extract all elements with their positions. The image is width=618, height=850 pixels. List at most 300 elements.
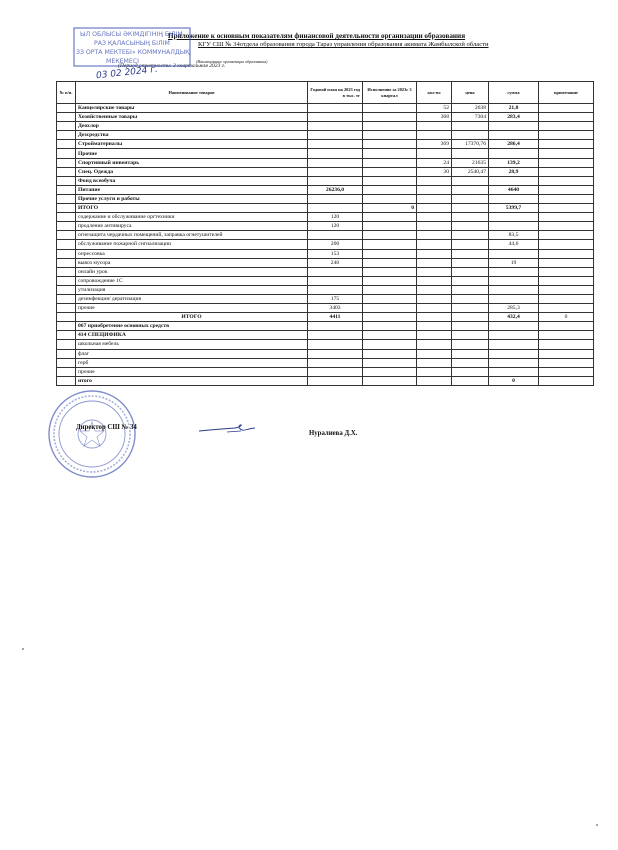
cell-number [57, 158, 76, 167]
cell-number [57, 131, 76, 140]
table-row [57, 104, 594, 113]
cell-note [539, 149, 594, 158]
table-row [57, 285, 594, 294]
cell-sum: 83,5 [489, 231, 539, 240]
cell-qty [417, 358, 452, 367]
cell-plan [308, 104, 363, 113]
cell-exec [363, 313, 417, 322]
cell-qty [417, 276, 452, 285]
cell-exec [363, 167, 417, 176]
cell-exec [363, 113, 417, 122]
cell-note [539, 231, 594, 240]
cell-number [57, 258, 76, 267]
cell-number [57, 176, 76, 185]
goods-table [56, 81, 594, 386]
cell-plan [308, 167, 363, 176]
cell-plan [308, 194, 363, 203]
cell-sum: 286,4 [489, 140, 539, 149]
cell-sum [489, 131, 539, 140]
cell-price: 17370,76 [452, 140, 489, 149]
table-row [57, 358, 594, 367]
table-row [57, 276, 594, 285]
cell-sum: 0 [489, 376, 539, 385]
cell-qty [417, 185, 452, 194]
table-row [57, 304, 594, 313]
cell-name: Дезсредства [76, 131, 308, 140]
cell-exec [363, 176, 417, 185]
cell-note [539, 294, 594, 303]
cell-number [57, 167, 76, 176]
cell-sum: 5399,7 [489, 204, 539, 213]
cell-exec [363, 258, 417, 267]
col-price: цена [452, 82, 489, 104]
cell-sum [489, 276, 539, 285]
cell-name: Канцелярские товары [76, 104, 308, 113]
cell-plan: 3403 [308, 304, 363, 313]
cell-number [57, 267, 76, 276]
cell-plan: 26236,0 [308, 185, 363, 194]
cell-exec [363, 304, 417, 313]
cell-name: огнезащита чердачных помещений, заправка огнетушителей [76, 231, 308, 240]
col-sum: сумма [489, 82, 539, 104]
cell-price: 21635 [452, 158, 489, 167]
cell-name: ИТОГО [76, 204, 308, 213]
table-row [57, 294, 594, 303]
cell-name: Спортивный инвентарь [76, 158, 308, 167]
cell-number [57, 313, 76, 322]
round-seal [46, 388, 138, 480]
cell-exec [363, 376, 417, 385]
cell-plan [308, 149, 363, 158]
col-plan: Годовой план на 2023 год в тыс. тг [308, 82, 363, 104]
cell-plan: 153 [308, 249, 363, 258]
cell-exec [363, 213, 417, 222]
cell-number [57, 113, 76, 122]
cell-number [57, 249, 76, 258]
cell-note [539, 140, 594, 149]
cell-qty [417, 213, 452, 222]
cell-price [452, 267, 489, 276]
director-name: Нуралиева Д.Х. [309, 430, 358, 437]
cell-name: Прочие услуги и работы [76, 194, 308, 203]
cell-price [452, 294, 489, 303]
cell-price [452, 276, 489, 285]
cell-sum [489, 122, 539, 131]
cell-name: Прочие [76, 149, 308, 158]
table-row [57, 204, 594, 213]
cell-plan [308, 122, 363, 131]
cell-qty [417, 176, 452, 185]
table-header-row [57, 82, 594, 104]
cell-number [57, 231, 76, 240]
cell-note [539, 349, 594, 358]
cell-name: Спец. Одежда [76, 167, 308, 176]
cell-exec [363, 194, 417, 203]
cell-exec [363, 131, 417, 140]
cell-exec [363, 249, 417, 258]
cell-sum: 19 [489, 258, 539, 267]
cell-exec [363, 122, 417, 131]
table-row [57, 249, 594, 258]
cell-sum: 4640 [489, 185, 539, 194]
cell-name: обслуживание пожарной сигнализации [76, 240, 308, 249]
cell-price [452, 249, 489, 258]
cell-sum [489, 349, 539, 358]
cell-number [57, 349, 76, 358]
cell-sum [489, 213, 539, 222]
cell-exec [363, 340, 417, 349]
cell-name: флаг [76, 349, 308, 358]
cell-exec [363, 367, 417, 376]
cell-sum: 28,9 [489, 167, 539, 176]
cell-plan [308, 204, 363, 213]
cell-plan [308, 131, 363, 140]
cell-exec [363, 104, 417, 113]
cell-note [539, 285, 594, 294]
cell-note [539, 113, 594, 122]
cell-qty [417, 267, 452, 276]
cell-price [452, 213, 489, 222]
cell-qty [417, 122, 452, 131]
cell-plan: 4411 [308, 313, 363, 322]
cell-plan [308, 285, 363, 294]
cell-name: Хозяйственные товары [76, 113, 308, 122]
cell-name: Стройматериалы [76, 140, 308, 149]
cell-number [57, 222, 76, 231]
cell-name: вывоз мусора [76, 258, 308, 267]
col-number: № п/п. [57, 82, 76, 104]
cell-note [539, 267, 594, 276]
cell-qty [417, 322, 452, 331]
cell-qty [417, 231, 452, 240]
reporting-period: (Период отчетности: 3 квартальная 2023 г. [118, 63, 226, 69]
cell-qty [417, 304, 452, 313]
table-row [57, 213, 594, 222]
cell-number [57, 276, 76, 285]
cell-plan [308, 140, 363, 149]
cell-price [452, 131, 489, 140]
table-row [57, 149, 594, 158]
cell-qty [417, 149, 452, 158]
table-row [57, 222, 594, 231]
col-qty: кол-во [417, 82, 452, 104]
cell-name: прочие [76, 367, 308, 376]
table-row [57, 140, 594, 149]
cell-exec [363, 185, 417, 194]
cell-name: Питание [76, 185, 308, 194]
cell-plan [308, 349, 363, 358]
cell-note [539, 176, 594, 185]
cell-sum: 432,4 [489, 313, 539, 322]
cell-qty [417, 194, 452, 203]
table-row [57, 258, 594, 267]
cell-note [539, 276, 594, 285]
cell-price [452, 122, 489, 131]
cell-sum [489, 149, 539, 158]
cell-name: прочие [76, 304, 308, 313]
cell-qty [417, 376, 452, 385]
cell-exec [363, 158, 417, 167]
table-row [57, 167, 594, 176]
table-row [57, 122, 594, 131]
cell-name: 414 СПЕЦИФИКА [76, 331, 308, 340]
cell-sum [489, 331, 539, 340]
cell-price [452, 222, 489, 231]
cell-number [57, 194, 76, 203]
cell-number [57, 304, 76, 313]
cell-exec [363, 349, 417, 358]
cell-qty [417, 313, 452, 322]
cell-number [57, 376, 76, 385]
cell-price [452, 258, 489, 267]
organization-line: КГУ СШ № 34отдела образования города Тараз управления образования акимата Жамбылской области [198, 41, 489, 48]
cell-name: продление антивируса [76, 222, 308, 231]
cell-name: Деохлор [76, 122, 308, 131]
cell-price [452, 376, 489, 385]
cell-qty: 30 [417, 167, 452, 176]
cell-plan: 175 [308, 294, 363, 303]
cell-plan [308, 176, 363, 185]
cell-note [539, 340, 594, 349]
document-title: Приложение к основным показателям финансовой деятельности организации образования [168, 32, 466, 40]
cell-qty [417, 349, 452, 358]
cell-name: ИТОГО [76, 313, 308, 322]
cell-qty: 368 [417, 113, 452, 122]
cell-sum [489, 194, 539, 203]
cell-qty: 24 [417, 158, 452, 167]
cell-price [452, 194, 489, 203]
cell-number [57, 149, 76, 158]
table-row [57, 376, 594, 385]
cell-price [452, 358, 489, 367]
cell-price [452, 340, 489, 349]
cell-note [539, 367, 594, 376]
cell-name: содержание и обслуживание оргтехники [76, 213, 308, 222]
cell-sum [489, 367, 539, 376]
cell-exec [363, 294, 417, 303]
cell-note [539, 322, 594, 331]
table-row [57, 113, 594, 122]
cell-qty: 52 [417, 104, 452, 113]
cell-name: дезинфекция/ дератизация [76, 294, 308, 303]
cell-note [539, 358, 594, 367]
cell-name: опрессовка [76, 249, 308, 258]
cell-plan [308, 276, 363, 285]
cell-note [539, 131, 594, 140]
cell-plan [308, 322, 363, 331]
cell-plan: 120 [308, 213, 363, 222]
cell-name: онлайн урок [76, 267, 308, 276]
cell-plan [308, 158, 363, 167]
cell-qty [417, 131, 452, 140]
stamp-line: МЕКЕМЕСІ [106, 58, 139, 65]
cell-plan [308, 358, 363, 367]
cell-note [539, 249, 594, 258]
cell-sum [489, 358, 539, 367]
cell-sum [489, 294, 539, 303]
cell-exec [363, 149, 417, 158]
cell-plan: 240 [308, 258, 363, 267]
cell-number [57, 140, 76, 149]
col-name: Наименование товаров [76, 82, 308, 104]
cell-number [57, 240, 76, 249]
cell-plan [308, 376, 363, 385]
table-row [57, 131, 594, 140]
cell-qty [417, 258, 452, 267]
cell-name: герб [76, 358, 308, 367]
cell-qty [417, 249, 452, 258]
cell-note [539, 331, 594, 340]
cell-qty [417, 331, 452, 340]
cell-sum [489, 267, 539, 276]
cell-exec [363, 285, 417, 294]
cell-plan [308, 113, 363, 122]
cell-price [452, 349, 489, 358]
cell-number [57, 367, 76, 376]
cell-plan [308, 267, 363, 276]
cell-note [539, 185, 594, 194]
scan-speck [22, 648, 24, 650]
cell-qty [417, 367, 452, 376]
cell-exec [363, 222, 417, 231]
cell-sum [489, 285, 539, 294]
cell-sum [489, 322, 539, 331]
cell-sum: 283,4 [489, 113, 539, 122]
cell-price [452, 367, 489, 376]
cell-number [57, 213, 76, 222]
cell-exec: 0 [363, 204, 417, 213]
table-row [57, 267, 594, 276]
cell-sum: 285,3 [489, 304, 539, 313]
cell-exec [363, 276, 417, 285]
cell-plan [308, 331, 363, 340]
cell-note [539, 376, 594, 385]
cell-sum: 21,8 [489, 104, 539, 113]
signature [197, 421, 257, 437]
cell-note [539, 104, 594, 113]
cell-exec [363, 322, 417, 331]
cell-price [452, 331, 489, 340]
cell-qty: 369 [417, 140, 452, 149]
table-row [57, 349, 594, 358]
cell-number [57, 294, 76, 303]
cell-plan: 120 [308, 222, 363, 231]
cell-exec [363, 140, 417, 149]
table-body [57, 104, 594, 386]
table-row [57, 367, 594, 376]
cell-exec [363, 240, 417, 249]
cell-plan: 200 [308, 240, 363, 249]
cell-exec [363, 331, 417, 340]
cell-note [539, 304, 594, 313]
cell-qty [417, 204, 452, 213]
cell-sum [489, 340, 539, 349]
cell-note [539, 222, 594, 231]
cell-price [452, 304, 489, 313]
organization-hint: (Наименование организации образования) [196, 59, 268, 64]
cell-price [452, 240, 489, 249]
cell-number [57, 340, 76, 349]
cell-number [57, 358, 76, 367]
scan-speck [596, 824, 598, 826]
cell-note [539, 122, 594, 131]
cell-plan [308, 231, 363, 240]
cell-name: Фонд всеобуча [76, 176, 308, 185]
cell-price [452, 149, 489, 158]
cell-name: школьная мебель [76, 340, 308, 349]
col-exec: Исполнение за 2023г 3 квартал [363, 82, 417, 104]
cell-name: сопровождение 1С [76, 276, 308, 285]
cell-note [539, 240, 594, 249]
cell-exec [363, 231, 417, 240]
stamp-line: РАЗ ҚАЛАСЫНЫҢ БІЛІМ [94, 40, 170, 47]
table-row [57, 176, 594, 185]
cell-name: итого [76, 376, 308, 385]
cell-sum [489, 222, 539, 231]
cell-qty [417, 294, 452, 303]
cell-name: 067 приобретение основных средств [76, 322, 308, 331]
cell-sum [489, 176, 539, 185]
table-row [57, 185, 594, 194]
cell-number [57, 122, 76, 131]
cell-note [539, 204, 594, 213]
table-row [57, 240, 594, 249]
cell-qty [417, 285, 452, 294]
handwritten-date: 03 02 2024 г. [95, 64, 159, 82]
cell-sum: 139,2 [489, 158, 539, 167]
cell-note [539, 167, 594, 176]
table-row [57, 322, 594, 331]
cell-price [452, 322, 489, 331]
organization-stamp [72, 27, 192, 67]
cell-note [539, 213, 594, 222]
cell-price [452, 285, 489, 294]
cell-price [452, 185, 489, 194]
cell-plan [308, 340, 363, 349]
cell-note [539, 158, 594, 167]
cell-note [539, 194, 594, 203]
cell-qty [417, 222, 452, 231]
cell-exec [363, 267, 417, 276]
cell-number [57, 331, 76, 340]
director-label: Директор СШ № 34 [76, 424, 137, 431]
cell-number [57, 104, 76, 113]
table-row [57, 331, 594, 340]
col-note: примечание [539, 82, 594, 104]
cell-number [57, 185, 76, 194]
stamp-line: ЫЛ ОБЛЫСЫ ӘКІМДІГІНІҢ БІЛІМ [80, 31, 183, 38]
cell-sum: 44,6 [489, 240, 539, 249]
cell-exec [363, 358, 417, 367]
cell-price [452, 204, 489, 213]
table-row [57, 340, 594, 349]
table-row [57, 313, 594, 322]
cell-price [452, 313, 489, 322]
cell-price [452, 176, 489, 185]
cell-price: 7304 [452, 113, 489, 122]
table-row [57, 231, 594, 240]
cell-price: 2638 [452, 104, 489, 113]
cell-number [57, 204, 76, 213]
cell-number [57, 322, 76, 331]
cell-note: 0 [539, 313, 594, 322]
cell-sum [489, 249, 539, 258]
cell-note [539, 258, 594, 267]
cell-qty [417, 340, 452, 349]
cell-number [57, 285, 76, 294]
table-row [57, 158, 594, 167]
cell-qty [417, 240, 452, 249]
